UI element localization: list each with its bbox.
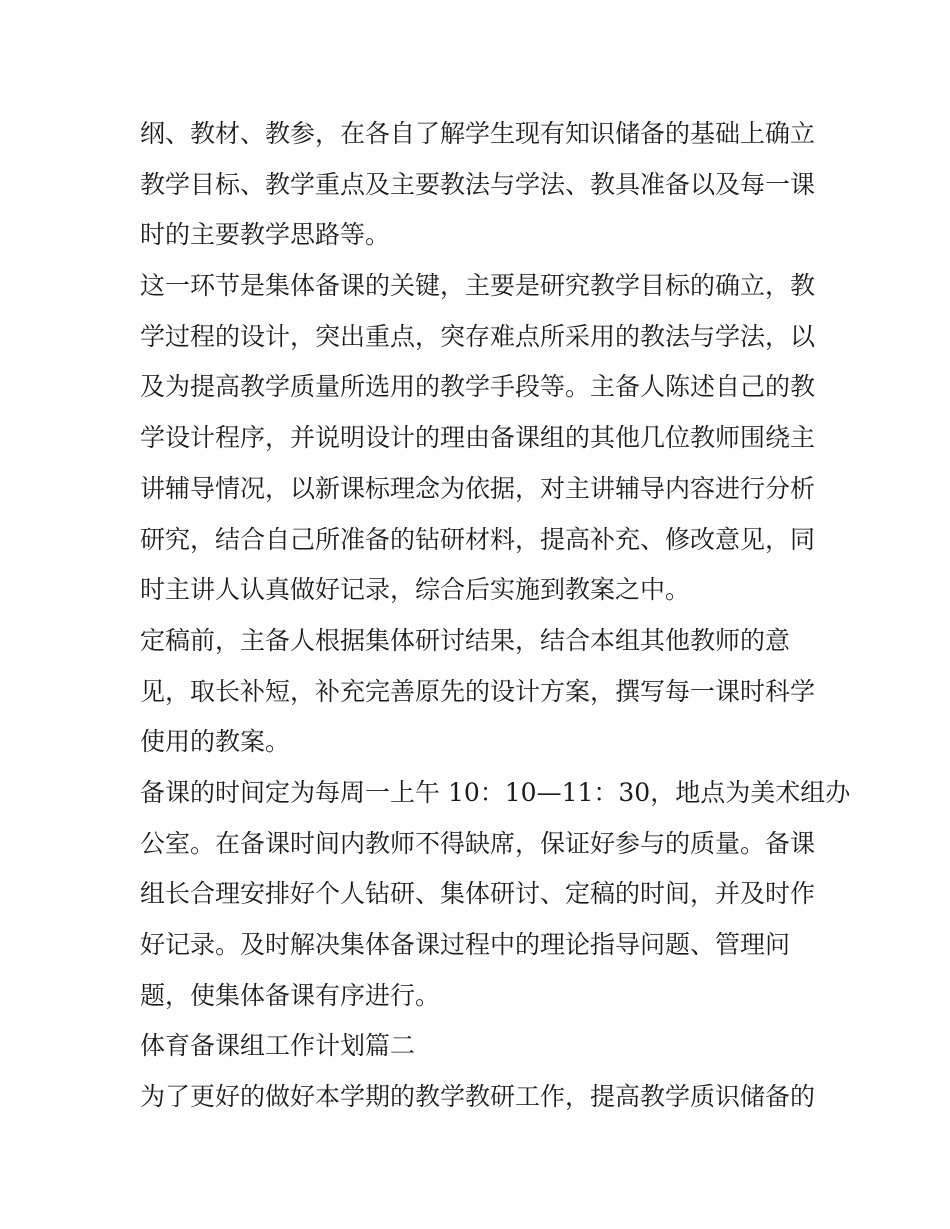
text-line: 这一环节是集体备课的关键，主要是研究教学目标的确立，教 <box>140 271 816 301</box>
text-line: 使用的教案。 <box>140 727 291 757</box>
text-line: 学过程的设计，突出重点，突存难点所采用的教法与学法，以 <box>140 321 816 351</box>
text-line: 见，取长补短，补充完善原先的设计方案，撰写每一课时科学 <box>140 676 816 706</box>
text-line: 题，使集体备课有序进行。 <box>140 980 441 1010</box>
text-line: 时的主要教学思路等。 <box>140 220 391 250</box>
text-line: 备课的时间定为每周一上午 10：10—11：30，地点为美术组办 <box>140 777 851 807</box>
text-line: 讲辅导情况，以新课标理念为依据，对主讲辅导内容进行分析 <box>140 473 816 503</box>
section-heading: 体育备课组工作计划篇二 <box>140 1031 416 1061</box>
text-line: 教学目标、教学重点及主要教法与学法、教具准备以及每一课 <box>140 169 816 199</box>
text-line: 时主讲人认真做好记录，综合后实施到教案之中。 <box>140 575 691 605</box>
text-line: 研究，结合自己所准备的钻研材料，提高补充、修改意见，同 <box>140 524 816 554</box>
text-line: 公室。在备课时间内教师不得缺席，保证好参与的质量。备课 <box>140 828 816 858</box>
text-line: 学设计程序，并说明设计的理由备课组的其他几位教师围绕主 <box>140 423 816 453</box>
text-line: 组长合理安排好个人钻研、集体研讨、定稿的时间，并及时作 <box>140 879 816 909</box>
text-line: 纲、教材、教参，在各自了解学生现有知识储备的基础上确立 <box>140 119 816 148</box>
text-line: 为了更好的做好本学期的教学教研工作，提高教学质识储备的 <box>140 1082 816 1112</box>
text-line: 定稿前，主备人根据集体研讨结果，结合本组其他教师的意 <box>140 625 791 655</box>
document-body <box>140 109 851 1123</box>
text-line: 好记录。及时解决集体备课过程中的理论指导问题、管理问 <box>140 930 791 959</box>
text-line: 及为提高教学质量所选用的教学手段等。主备人陈述自己的教 <box>140 372 816 402</box>
